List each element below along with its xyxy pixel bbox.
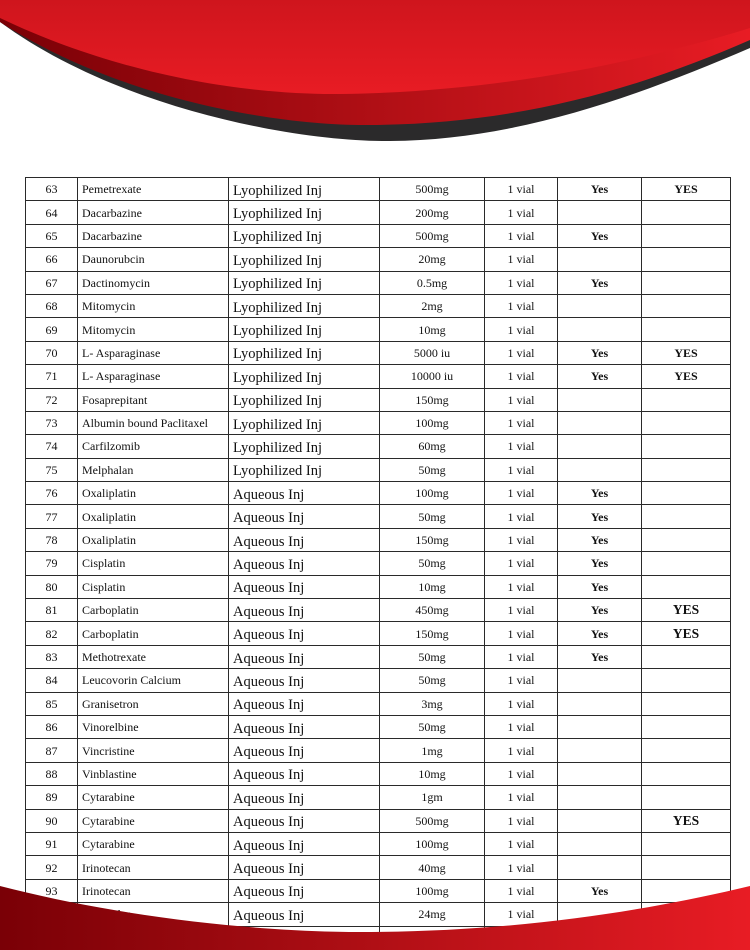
drug-name-cell: Cytarabine: [78, 832, 229, 855]
drug-name-cell: Granisetron: [78, 692, 229, 715]
strength-cell: 200mg: [380, 201, 485, 224]
drug-name-cell: Vincristine: [78, 739, 229, 762]
flag-yes-cell: Yes: [558, 365, 642, 388]
flag-yes-caps-cell: [642, 786, 731, 809]
dosage-form-cell: Aqueous Inj: [229, 552, 380, 575]
pack-size-cell: 1 vial: [485, 341, 558, 364]
drug-name-cell: Melphalan: [78, 458, 229, 481]
strength-cell: 3mg: [380, 692, 485, 715]
row-number-cell: 66: [26, 248, 78, 271]
flag-yes-cell: Yes: [558, 575, 642, 598]
drug-name-cell: Daunorubcin: [78, 248, 229, 271]
dosage-form-cell: Aqueous Inj: [229, 786, 380, 809]
drug-name-cell: Dacarbazine: [78, 201, 229, 224]
row-number-cell: 91: [26, 832, 78, 855]
drug-name-cell: Mitomycin: [78, 294, 229, 317]
flag-yes-cell: Yes: [558, 482, 642, 505]
drug-name-cell: Vinorelbine: [78, 715, 229, 738]
flag-yes-caps-cell: [642, 458, 731, 481]
pack-size-cell: 1 vial: [485, 318, 558, 341]
table-row: [26, 552, 731, 575]
pack-size-cell: 1 vial: [485, 365, 558, 388]
table-row: [26, 715, 731, 738]
flag-yes-cell: Yes: [558, 341, 642, 364]
flag-yes-cell: [558, 739, 642, 762]
dosage-form-cell: Aqueous Inj: [229, 599, 380, 622]
strength-cell: 100mg: [380, 411, 485, 434]
pack-size-cell: 1 vial: [485, 692, 558, 715]
dosage-form-cell: Aqueous Inj: [229, 879, 380, 902]
pack-size-cell: 1 vial: [485, 739, 558, 762]
strength-cell: 50mg: [380, 552, 485, 575]
drug-name-cell: L- Asparaginase: [78, 365, 229, 388]
flag-yes-cell: [558, 435, 642, 458]
table-row: [26, 505, 731, 528]
flag-yes-caps-cell: [642, 505, 731, 528]
flag-yes-cell: [558, 692, 642, 715]
flag-yes-cell: Yes: [558, 622, 642, 645]
dosage-form-cell: Lyophilized Inj: [229, 224, 380, 247]
pack-size-cell: 1 vial: [485, 622, 558, 645]
row-number-cell: 68: [26, 294, 78, 317]
pack-size-cell: 1 vial: [485, 294, 558, 317]
flag-yes-caps-cell: [642, 832, 731, 855]
dosage-form-cell: Aqueous Inj: [229, 692, 380, 715]
row-number-cell: 71: [26, 365, 78, 388]
dosage-form-cell: Lyophilized Inj: [229, 318, 380, 341]
table-row: [26, 762, 731, 785]
pack-size-cell: 1 vial: [485, 388, 558, 411]
flag-yes-cell: [558, 248, 642, 271]
row-number-cell: 75: [26, 458, 78, 481]
flag-yes-caps-cell: [642, 318, 731, 341]
dosage-form-cell: Lyophilized Inj: [229, 294, 380, 317]
pack-size-cell: 1 vial: [485, 669, 558, 692]
flag-yes-cell: Yes: [558, 271, 642, 294]
table-row: [26, 832, 731, 855]
dosage-form-cell: Aqueous Inj: [229, 832, 380, 855]
row-number-cell: 69: [26, 318, 78, 341]
table-row: [26, 341, 731, 364]
pack-size-cell: 1 vial: [485, 645, 558, 668]
dosage-form-cell: Aqueous Inj: [229, 505, 380, 528]
pack-size-cell: 1 vial: [485, 879, 558, 902]
pack-size-cell: 1 vial: [485, 201, 558, 224]
row-number-cell: 79: [26, 552, 78, 575]
flag-yes-cell: [558, 715, 642, 738]
table-row: [26, 224, 731, 247]
strength-cell: 150mg: [380, 388, 485, 411]
row-number-cell: 72: [26, 388, 78, 411]
flag-yes-caps-cell: [642, 739, 731, 762]
flag-yes-cell: Yes: [558, 599, 642, 622]
flag-yes-caps-cell: [642, 248, 731, 271]
row-number-cell: 89: [26, 786, 78, 809]
row-number-cell: 65: [26, 224, 78, 247]
pack-size-cell: 1 vial: [485, 411, 558, 434]
row-number-cell: 82: [26, 622, 78, 645]
pack-size-cell: 1 vial: [485, 786, 558, 809]
drug-name-cell: Carboplatin: [78, 622, 229, 645]
strength-cell: 100mg: [380, 832, 485, 855]
dosage-form-cell: Lyophilized Inj: [229, 411, 380, 434]
flag-yes-cell: [558, 294, 642, 317]
table-row: [26, 248, 731, 271]
pack-size-cell: 1 vial: [485, 809, 558, 832]
table-row: [26, 645, 731, 668]
flag-yes-cell: [558, 832, 642, 855]
flag-yes-cell: [558, 762, 642, 785]
table-row: [26, 411, 731, 434]
table-row: [26, 622, 731, 645]
dosage-form-cell: Lyophilized Inj: [229, 365, 380, 388]
flag-yes-cell: Yes: [558, 178, 642, 201]
row-number-cell: 77: [26, 505, 78, 528]
table-row: [26, 739, 731, 762]
pack-size-cell: 1 vial: [485, 856, 558, 879]
table-row: [26, 271, 731, 294]
drug-name-cell: L- Asparaginase: [78, 341, 229, 364]
strength-cell: 450mg: [380, 599, 485, 622]
pack-size-cell: 1 vial: [485, 224, 558, 247]
flag-yes-caps-cell: YES: [642, 341, 731, 364]
dosage-form-cell: Lyophilized Inj: [229, 341, 380, 364]
flag-yes-cell: Yes: [558, 224, 642, 247]
row-number-cell: 87: [26, 739, 78, 762]
strength-cell: 0.5mg: [380, 271, 485, 294]
strength-cell: 50mg: [380, 715, 485, 738]
strength-cell: 50mg: [380, 458, 485, 481]
footer-swoosh-decoration: [0, 860, 750, 950]
table-row: [26, 786, 731, 809]
drug-name-cell: Cisplatin: [78, 575, 229, 598]
table-row: [26, 178, 731, 201]
row-number-cell: 83: [26, 645, 78, 668]
pack-size-cell: 1 vial: [485, 715, 558, 738]
dosage-form-cell: Aqueous Inj: [229, 528, 380, 551]
strength-cell: 1mg: [380, 739, 485, 762]
pack-size-cell: 1 vial: [485, 575, 558, 598]
flag-yes-caps-cell: YES: [642, 599, 731, 622]
dosage-form-cell: Aqueous Inj: [229, 482, 380, 505]
strength-cell: 100mg: [380, 482, 485, 505]
table-row: [26, 365, 731, 388]
flag-yes-caps-cell: [642, 388, 731, 411]
drug-name-cell: Irinotecan: [78, 879, 229, 902]
drug-name-cell: Carfilzomib: [78, 435, 229, 458]
dosage-form-cell: Lyophilized Inj: [229, 201, 380, 224]
row-number-cell: 93: [26, 879, 78, 902]
dosage-form-cell: Aqueous Inj: [229, 856, 380, 879]
flag-yes-caps-cell: [642, 715, 731, 738]
flag-yes-caps-cell: YES: [642, 622, 731, 645]
dosage-form-cell: Aqueous Inj: [229, 575, 380, 598]
flag-yes-cell: [558, 809, 642, 832]
drug-name-cell: Dacarbazine: [78, 224, 229, 247]
strength-cell: 10mg: [380, 762, 485, 785]
flag-yes-caps-cell: YES: [642, 809, 731, 832]
drug-name-cell: Fosaprepitant: [78, 388, 229, 411]
table-row: [26, 575, 731, 598]
drug-name-cell: Oxaliplatin: [78, 505, 229, 528]
dosage-form-cell: Lyophilized Inj: [229, 178, 380, 201]
dosage-form-cell: Aqueous Inj: [229, 809, 380, 832]
strength-cell: 50mg: [380, 505, 485, 528]
dosage-form-cell: Lyophilized Inj: [229, 388, 380, 411]
row-number-cell: 67: [26, 271, 78, 294]
flag-yes-caps-cell: [642, 411, 731, 434]
flag-yes-cell: [558, 388, 642, 411]
strength-cell: 20mg: [380, 248, 485, 271]
flag-yes-caps-cell: [642, 552, 731, 575]
strength-cell: 10mg: [380, 318, 485, 341]
flag-yes-caps-cell: [642, 575, 731, 598]
strength-cell: 10mg: [380, 575, 485, 598]
drug-name-cell: Carboplatin: [78, 599, 229, 622]
dosage-form-cell: Aqueous Inj: [229, 903, 380, 926]
pack-size-cell: 1 vial: [485, 762, 558, 785]
flag-yes-caps-cell: [642, 669, 731, 692]
table-row: [26, 692, 731, 715]
pack-size-cell: 1 vial: [485, 271, 558, 294]
table-row: [26, 201, 731, 224]
flag-yes-caps-cell: [642, 271, 731, 294]
flag-yes-caps-cell: YES: [642, 178, 731, 201]
dosage-form-cell: Lyophilized Inj: [229, 458, 380, 481]
dosage-form-cell: Lyophilized Inj: [229, 248, 380, 271]
dosage-form-cell: Lyophilized Inj: [229, 271, 380, 294]
strength-cell: 24mg: [380, 903, 485, 926]
strength-cell: 50mg: [380, 669, 485, 692]
strength-cell: 500mg: [380, 809, 485, 832]
strength-cell: 50mg: [380, 645, 485, 668]
drug-name-cell: Cytarabine: [78, 809, 229, 832]
drug-name-cell: Leucovorin Calcium: [78, 669, 229, 692]
pack-size-cell: 1 vial: [485, 552, 558, 575]
flag-yes-caps-cell: [642, 224, 731, 247]
table-row: [26, 528, 731, 551]
flag-yes-cell: [558, 458, 642, 481]
strength-cell: 100mg: [380, 879, 485, 902]
pack-size-cell: 1 vial: [485, 832, 558, 855]
drug-name-cell: Vinblastine: [78, 762, 229, 785]
pack-size-cell: 1 vial: [485, 903, 558, 926]
pack-size-cell: 1 vial: [485, 435, 558, 458]
dosage-form-cell: Aqueous Inj: [229, 669, 380, 692]
flag-yes-cell: [558, 318, 642, 341]
row-number-cell: 64: [26, 201, 78, 224]
dosage-form-cell: Lyophilized Inj: [229, 435, 380, 458]
pack-size-cell: 1 vial: [485, 482, 558, 505]
flag-yes-caps-cell: [642, 692, 731, 715]
drug-name-cell: Methotrexate: [78, 645, 229, 668]
table-row: [26, 809, 731, 832]
strength-cell: 500mg: [380, 224, 485, 247]
flag-yes-caps-cell: [642, 528, 731, 551]
strength-cell: 1gm: [380, 786, 485, 809]
row-number-cell: 84: [26, 669, 78, 692]
drug-name-cell: Oxaliplatin: [78, 482, 229, 505]
table-row: [26, 669, 731, 692]
table-body: [26, 178, 731, 950]
flag-yes-cell: [558, 411, 642, 434]
table-row: [26, 294, 731, 317]
row-number-cell: 86: [26, 715, 78, 738]
table-row: [26, 435, 731, 458]
row-number-cell: 85: [26, 692, 78, 715]
table-row: [26, 599, 731, 622]
drug-name-cell: Albumin bound Paclitaxel: [78, 411, 229, 434]
strength-cell: 10000 iu: [380, 365, 485, 388]
flag-yes-cell: Yes: [558, 528, 642, 551]
strength-cell: 5000 iu: [380, 341, 485, 364]
dosage-form-cell: Aqueous Inj: [229, 715, 380, 738]
row-number-cell: 92: [26, 856, 78, 879]
table-row: [26, 318, 731, 341]
pack-size-cell: 1 vial: [485, 178, 558, 201]
dosage-form-cell: Aqueous Inj: [229, 762, 380, 785]
row-number-cell: 63: [26, 178, 78, 201]
pack-size-cell: 1 vial: [485, 458, 558, 481]
flag-yes-cell: [558, 669, 642, 692]
row-number-cell: 74: [26, 435, 78, 458]
strength-cell: 2mg: [380, 294, 485, 317]
flag-yes-cell: [558, 201, 642, 224]
row-number-cell: 73: [26, 411, 78, 434]
flag-yes-caps-cell: [642, 762, 731, 785]
strength-cell: 40mg: [380, 856, 485, 879]
dosage-form-cell: Aqueous Inj: [229, 739, 380, 762]
strength-cell: 60mg: [380, 435, 485, 458]
row-number-cell: 80: [26, 575, 78, 598]
flag-yes-caps-cell: YES: [642, 365, 731, 388]
drug-name-cell: Mitomycin: [78, 318, 229, 341]
drug-list-table: [25, 177, 731, 950]
flag-yes-cell: Yes: [558, 552, 642, 575]
row-number-cell: 78: [26, 528, 78, 551]
table-row: [26, 388, 731, 411]
flag-yes-cell: Yes: [558, 645, 642, 668]
footer-red-band: [0, 886, 750, 950]
flag-yes-cell: [558, 786, 642, 809]
table-row: [26, 458, 731, 481]
pack-size-cell: 1 vial: [485, 248, 558, 271]
flag-yes-caps-cell: [642, 645, 731, 668]
drug-name-cell: Cytarabine: [78, 786, 229, 809]
flag-yes-caps-cell: [642, 294, 731, 317]
pack-size-cell: 1 vial: [485, 505, 558, 528]
row-number-cell: 81: [26, 599, 78, 622]
row-number-cell: 88: [26, 762, 78, 785]
row-number-cell: 90: [26, 809, 78, 832]
drug-name-cell: Dactinomycin: [78, 271, 229, 294]
row-number-cell: 76: [26, 482, 78, 505]
drug-name-cell: Pemetrexate: [78, 178, 229, 201]
strength-cell: 150mg: [380, 528, 485, 551]
flag-yes-cell: Yes: [558, 879, 642, 902]
strength-cell: 150mg: [380, 622, 485, 645]
flag-yes-cell: Yes: [558, 505, 642, 528]
flag-yes-caps-cell: [642, 482, 731, 505]
drug-name-cell: Cisplatin: [78, 552, 229, 575]
strength-cell: 500mg: [380, 178, 485, 201]
dosage-form-cell: Aqueous Inj: [229, 645, 380, 668]
pack-size-cell: 1 vial: [485, 599, 558, 622]
dosage-form-cell: Aqueous Inj: [229, 622, 380, 645]
flag-yes-caps-cell: [642, 201, 731, 224]
row-number-cell: 70: [26, 341, 78, 364]
drug-name-cell: Oxaliplatin: [78, 528, 229, 551]
table-row: [26, 482, 731, 505]
drug-name-cell: Irinotecan: [78, 856, 229, 879]
flag-yes-caps-cell: [642, 435, 731, 458]
header-swoosh-decoration: [0, 0, 750, 150]
pack-size-cell: 1 vial: [485, 528, 558, 551]
